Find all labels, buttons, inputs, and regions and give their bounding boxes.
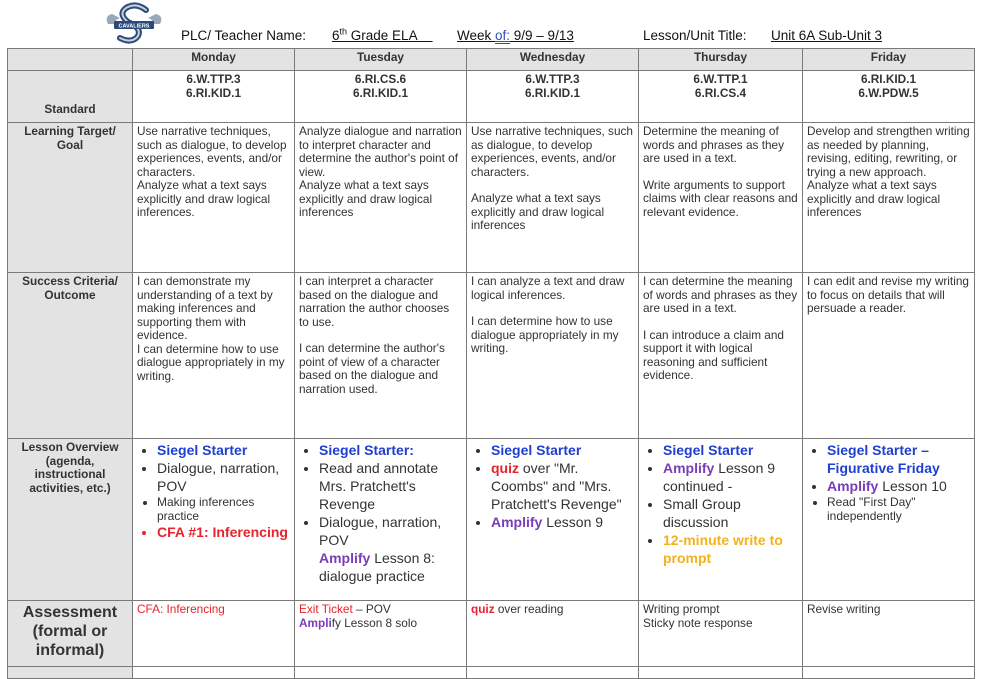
- standard-monday: [133, 71, 295, 123]
- overview-text: Lesson 9 continued -: [663, 460, 776, 494]
- assessment-text: CFA: Inferencing: [137, 602, 225, 616]
- standard-tuesday: [295, 71, 467, 123]
- standard-code: 6.RI.KID.1: [860, 72, 917, 86]
- assessment-wednesday: [467, 601, 639, 667]
- lesson-unit-label: Lesson/Unit Title:: [643, 28, 747, 43]
- assessment-friday: [803, 601, 975, 667]
- learning-text: Analyze dialogue and narration to interpret character and determine the author's point of view.: [299, 124, 462, 179]
- list-item: [157, 441, 290, 459]
- bottom-cell: [295, 667, 467, 679]
- standard-code: 6.W.PDW.5: [858, 85, 919, 100]
- day-wednesday: Wednesday: [467, 49, 639, 71]
- week-label-a: Week: [457, 28, 496, 43]
- list-item: [319, 513, 462, 585]
- overview-text: Read "First Day" independently: [827, 495, 916, 523]
- row-label-lesson-overview: Lesson Overview (agenda, instructional activities, etc.): [8, 439, 133, 601]
- list-item: [827, 495, 970, 523]
- overview-text: Dialogue, narration, POV: [319, 514, 442, 548]
- quiz-label: quiz: [471, 602, 495, 616]
- cfa-label: CFA #1: Inferencing: [157, 524, 288, 540]
- assessment-text: Writing prompt: [643, 602, 720, 616]
- overview-text: Making inferences practice: [157, 495, 255, 523]
- overview-friday: [803, 439, 975, 601]
- assessment-row: [8, 601, 975, 667]
- success-criteria-row: [8, 273, 975, 439]
- standard-thursday: [639, 71, 803, 123]
- overview-text: Dialogue, narration, POV: [157, 460, 280, 494]
- assessment-text: – POV: [352, 602, 391, 616]
- row-label-standard: Standard: [8, 71, 133, 123]
- week-value: 9/9 – 9/13: [510, 28, 574, 43]
- learning-wednesday: [467, 123, 639, 273]
- standard-code: 6.RI.KID.1: [185, 85, 242, 100]
- learning-text: Analyze what a text says explicitly and draw logical inferences: [807, 178, 941, 219]
- siegel-starter: Siegel Starter – Figurative Friday: [827, 442, 940, 476]
- standard-code: 6.W.TTP.3: [186, 72, 241, 86]
- teacher-grade: 6: [332, 28, 340, 43]
- success-tuesday: [295, 273, 467, 439]
- success-text: I can determine the meaning of words and phrases as they are used in a text.: [643, 274, 798, 315]
- learning-text: Use narrative techniques, such as dialogue, to develop experiences, events, and/or characters.: [137, 124, 287, 179]
- overview-text: Lesson 9: [542, 514, 604, 530]
- learning-text: Determine the meaning of words and phrases as they are used in a text.: [643, 124, 784, 165]
- standard-code: 6.RI.KID.1: [524, 85, 581, 100]
- overview-monday: [133, 439, 295, 601]
- success-text: I can edit and revise my writing to focus on details that will persuade a reader.: [807, 274, 969, 315]
- success-text: I can determine how to use dialogue appropriately in my writing.: [471, 314, 619, 355]
- learning-tuesday: [295, 123, 467, 273]
- plc-label: PLC/ Teacher Name:: [181, 28, 307, 43]
- learning-thursday: [639, 123, 803, 273]
- standard-code: 6.RI.CS.6: [354, 72, 407, 86]
- learning-text: Analyze what a text says explicitly and draw logical inferences.: [137, 178, 271, 219]
- list-item: [491, 513, 634, 531]
- success-text: I can introduce a claim and support it with logical reasoning and sufficient evidence.: [643, 327, 784, 382]
- overview-text: Small Group discussion: [663, 496, 741, 530]
- corner-cell: [8, 49, 133, 71]
- week: [457, 28, 574, 43]
- list-item: [663, 495, 798, 531]
- amplify-label: Amplify: [319, 550, 371, 566]
- bottom-label-cell: [8, 667, 133, 679]
- overview-wednesday: [467, 439, 639, 601]
- learning-target-row: [8, 123, 975, 273]
- amplify-label: Amplify: [663, 460, 715, 476]
- success-text: I can demonstrate my understanding of a text by making inferences and supporting them with evidence.: [137, 274, 273, 342]
- list-item: [827, 477, 970, 495]
- list-item: [827, 441, 970, 477]
- list-item: [491, 459, 634, 513]
- siegel-starter: Siegel Starter: [157, 442, 248, 458]
- teacher-subject: Grade ELA: [347, 28, 418, 43]
- day-monday: Monday: [133, 49, 295, 71]
- list-item: [491, 441, 634, 459]
- assessment-tuesday: [295, 601, 467, 667]
- assessment-monday: [133, 601, 295, 667]
- list-item: [157, 495, 290, 523]
- siegel-starter: Siegel Starter:: [319, 442, 414, 458]
- success-thursday: [639, 273, 803, 439]
- list-item: [663, 441, 798, 459]
- list-item: [319, 459, 462, 513]
- overview-thursday: [639, 439, 803, 601]
- learning-friday: [803, 123, 975, 273]
- lesson-plan-table: [7, 48, 975, 679]
- amplify-label: Ampli: [299, 615, 332, 630]
- amplify-label: Amplify: [491, 514, 543, 530]
- overview-text: Lesson 10: [878, 478, 947, 494]
- list-item: [663, 531, 798, 567]
- learning-text: Use narrative techniques, such as dialogue, to develop experiences, events, and/or characters.: [471, 124, 633, 179]
- learning-text: Develop and strengthen writing as needed by planning, revising, editing, rewriting, or trying a new approach.: [807, 124, 970, 179]
- standard-row: [8, 71, 975, 123]
- week-label-b: of:: [495, 28, 511, 43]
- amplify-label: Amplify: [827, 478, 879, 494]
- success-text: I can determine how to use dialogue appropriately in my writing.: [137, 341, 285, 383]
- standard-code: 6.W.TTP.1: [693, 72, 748, 86]
- overview-tuesday: [295, 439, 467, 601]
- standard-code: 6.RI.KID.1: [352, 85, 409, 100]
- assessment-text: Revise writing: [807, 602, 881, 616]
- success-wednesday: [467, 273, 639, 439]
- overview-text: Read and annotate Mrs. Pratchett's Revenge: [319, 460, 439, 512]
- quiz-label: quiz: [491, 460, 519, 476]
- assessment-thursday: [639, 601, 803, 667]
- learning-text: Analyze what a text says explicitly and draw logical inferences: [299, 178, 433, 219]
- lesson-overview-row: [8, 439, 975, 601]
- success-monday: [133, 273, 295, 439]
- logo-text: CAVALIERS: [118, 23, 150, 30]
- school-logo-icon: [102, 2, 166, 46]
- day-tuesday: Tuesday: [295, 49, 467, 71]
- bottom-cell: [803, 667, 975, 679]
- assessment-text: over reading: [494, 602, 564, 616]
- day-thursday: Thursday: [639, 49, 803, 71]
- write-prompt-label: 12-minute write to prompt: [663, 532, 783, 566]
- day-friday: Friday: [803, 49, 975, 71]
- overview-text: over "Mr. Coombs" and "Mrs. Pratchett's Revenge": [491, 460, 622, 512]
- success-text: I can determine the author's point of view of a character based on the dialogue and narration used.: [299, 341, 445, 396]
- success-text: I can analyze a text and draw logical inferences.: [471, 274, 625, 302]
- lesson-unit-title: Unit 6A Sub-Unit 3: [771, 28, 883, 43]
- assessment-text: Sticky note response: [643, 615, 753, 630]
- learning-text: Analyze what a text says explicitly and draw logical inferences: [471, 191, 605, 232]
- standard-wednesday: [467, 71, 639, 123]
- siegel-starter: Siegel Starter: [663, 442, 754, 458]
- learning-text: Write arguments to support claims with clear reasons and relevant evidence.: [643, 177, 798, 219]
- row-label-assessment: Assessment (formal or informal): [8, 601, 133, 667]
- list-item: [319, 441, 462, 459]
- success-friday: [803, 273, 975, 439]
- learning-monday: [133, 123, 295, 273]
- bottom-cell: [467, 667, 639, 679]
- standard-code: 6.RI.CS.4: [694, 85, 747, 100]
- teacher-name: [332, 28, 433, 43]
- bottom-cell: [639, 667, 803, 679]
- siegel-starter: Siegel Starter: [491, 442, 582, 458]
- list-item: [157, 523, 290, 541]
- page-header: [0, 0, 982, 48]
- row-label-success-criteria: Success Criteria/ Outcome: [8, 273, 133, 439]
- teacher-grade-suffix: th: [339, 26, 348, 37]
- list-item: [663, 459, 798, 495]
- row-label-learning-target: Learning Target/ Goal: [8, 123, 133, 273]
- bottom-cell: [133, 667, 295, 679]
- standard-friday: [803, 71, 975, 123]
- assessment-text: fy Lesson 8 solo: [331, 615, 418, 630]
- overview-text: Lesson 8: dialogue practice: [319, 550, 435, 584]
- bottom-row: [8, 667, 975, 679]
- list-item: [157, 459, 290, 495]
- success-text: I can interpret a character based on the dialogue and narration the author chooses to use.: [299, 274, 450, 329]
- exit-ticket-label: Exit Ticket: [299, 602, 353, 616]
- days-header-row: [8, 49, 975, 71]
- standard-code: 6.W.TTP.3: [525, 72, 580, 86]
